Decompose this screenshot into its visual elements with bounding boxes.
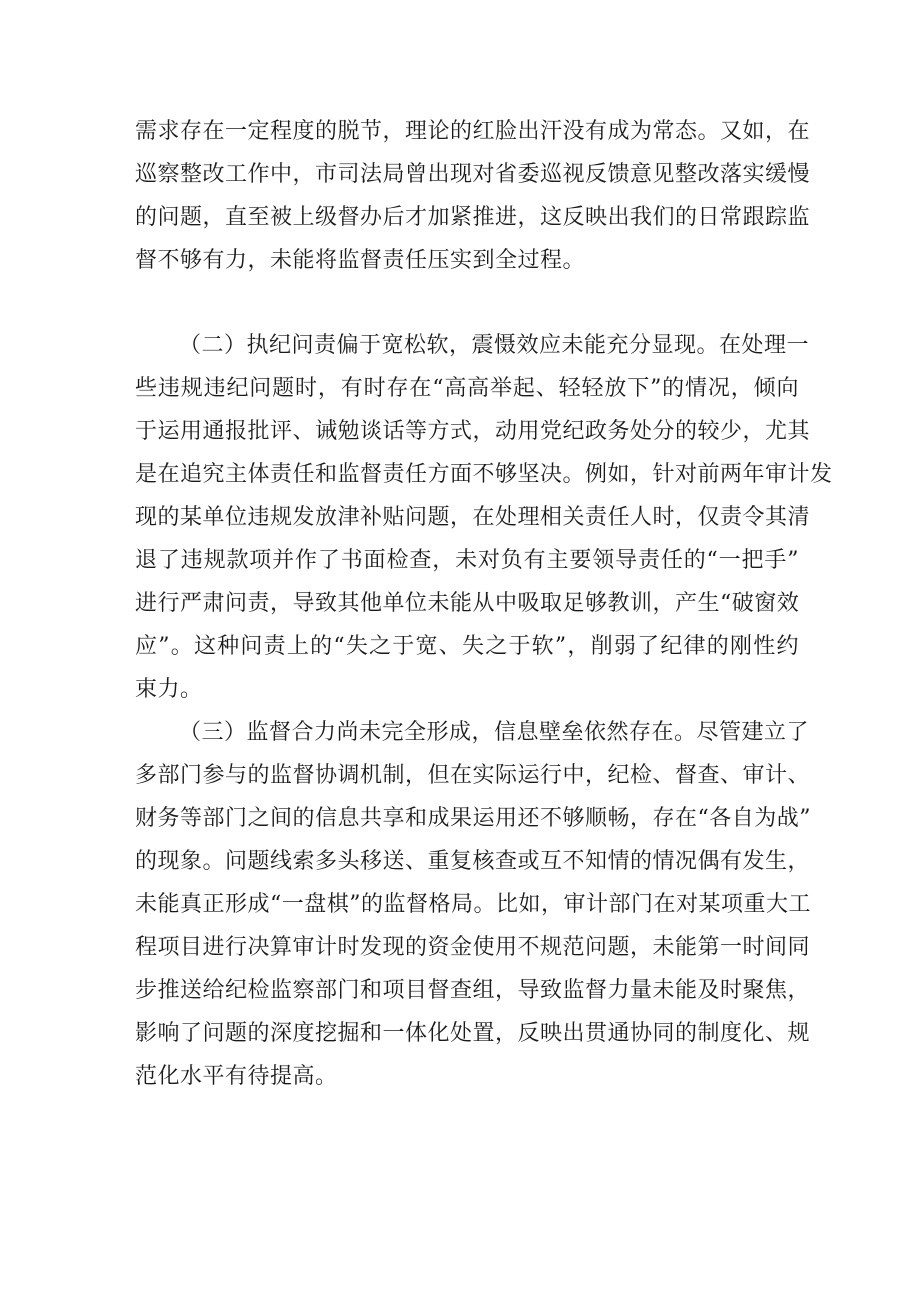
- text-line: 些违规违纪问题时，有时存在“高高举起、轻轻放下”的情况，倾向: [135, 376, 799, 401]
- text-line: （二）执纪问责偏于宽松软，震慑效应未能充分显现。在处理一: [179, 333, 810, 358]
- paragraph-3: [135, 711, 811, 1098]
- text-line: 是在追究主体责任和监督责任方面不够坚决。例如，针对前两年审计发: [135, 462, 833, 487]
- text-line: 财务等部门之间的信息共享和成果运用还不够顺畅，存在“各自为战”: [135, 806, 811, 831]
- text-line: （三）监督合力尚未完全形成，信息壁垒依然存在。尽管建立了: [179, 720, 810, 745]
- text-line: 的问题，直至被上级督办后才加紧推进，这反映出我们的日常跟踪监: [135, 205, 811, 230]
- text-line: 未能真正形成“一盘棋”的监督格局。比如，审计部门在对某项重大工: [135, 892, 811, 917]
- text-line: 督不够有力，未能将监督责任压实到全过程。: [135, 248, 586, 273]
- text-line: 于运用通报批评、诫勉谈话等方式，动用党纪政务处分的较少，尤其: [135, 419, 811, 444]
- text-line: 步推送给纪检监察部门和项目督查组，导致监督力量未能及时聚焦，: [135, 978, 811, 1003]
- text-line: 多部门参与的监督协调机制，但在实际运行中，纪检、督查、审计、: [135, 763, 811, 788]
- paragraph-2: [135, 324, 833, 711]
- text-line: 范化水平有待提高。: [135, 1064, 338, 1089]
- text-line: 巡察整改工作中，市司法局曾出现对省委巡视反馈意见整改落实缓慢: [135, 162, 811, 187]
- text-line: 应”。这种问责上的“失之于宽、失之于软”，削弱了纪律的刚性约: [135, 634, 799, 659]
- text-line: 的现象。问题线索多头移送、重复核查或互不知情的情况偶有发生，: [135, 849, 811, 874]
- text-line: 影响了问题的深度挖掘和一体化处置，反映出贯通协同的制度化、规: [135, 1021, 811, 1046]
- paragraph-1: [135, 110, 811, 282]
- text-line: 程项目进行决算审计时发现的资金使用不规范问题，未能第一时间同: [135, 935, 811, 960]
- text-line: 需求存在一定程度的脱节，理论的红脸出汗没有成为常态。又如，在: [135, 119, 811, 144]
- text-line: 现的某单位违规发放津补贴问题，在处理相关责任人时，仅责令其清: [135, 505, 811, 530]
- text-line: 束力。: [135, 677, 203, 702]
- text-line: 进行严肃问责，导致其他单位未能从中吸取足够教训，产生“破窗效: [135, 591, 800, 616]
- text-line: 退了违规款项并作了书面检查，未对负有主要领导责任的“一把手”: [135, 548, 799, 573]
